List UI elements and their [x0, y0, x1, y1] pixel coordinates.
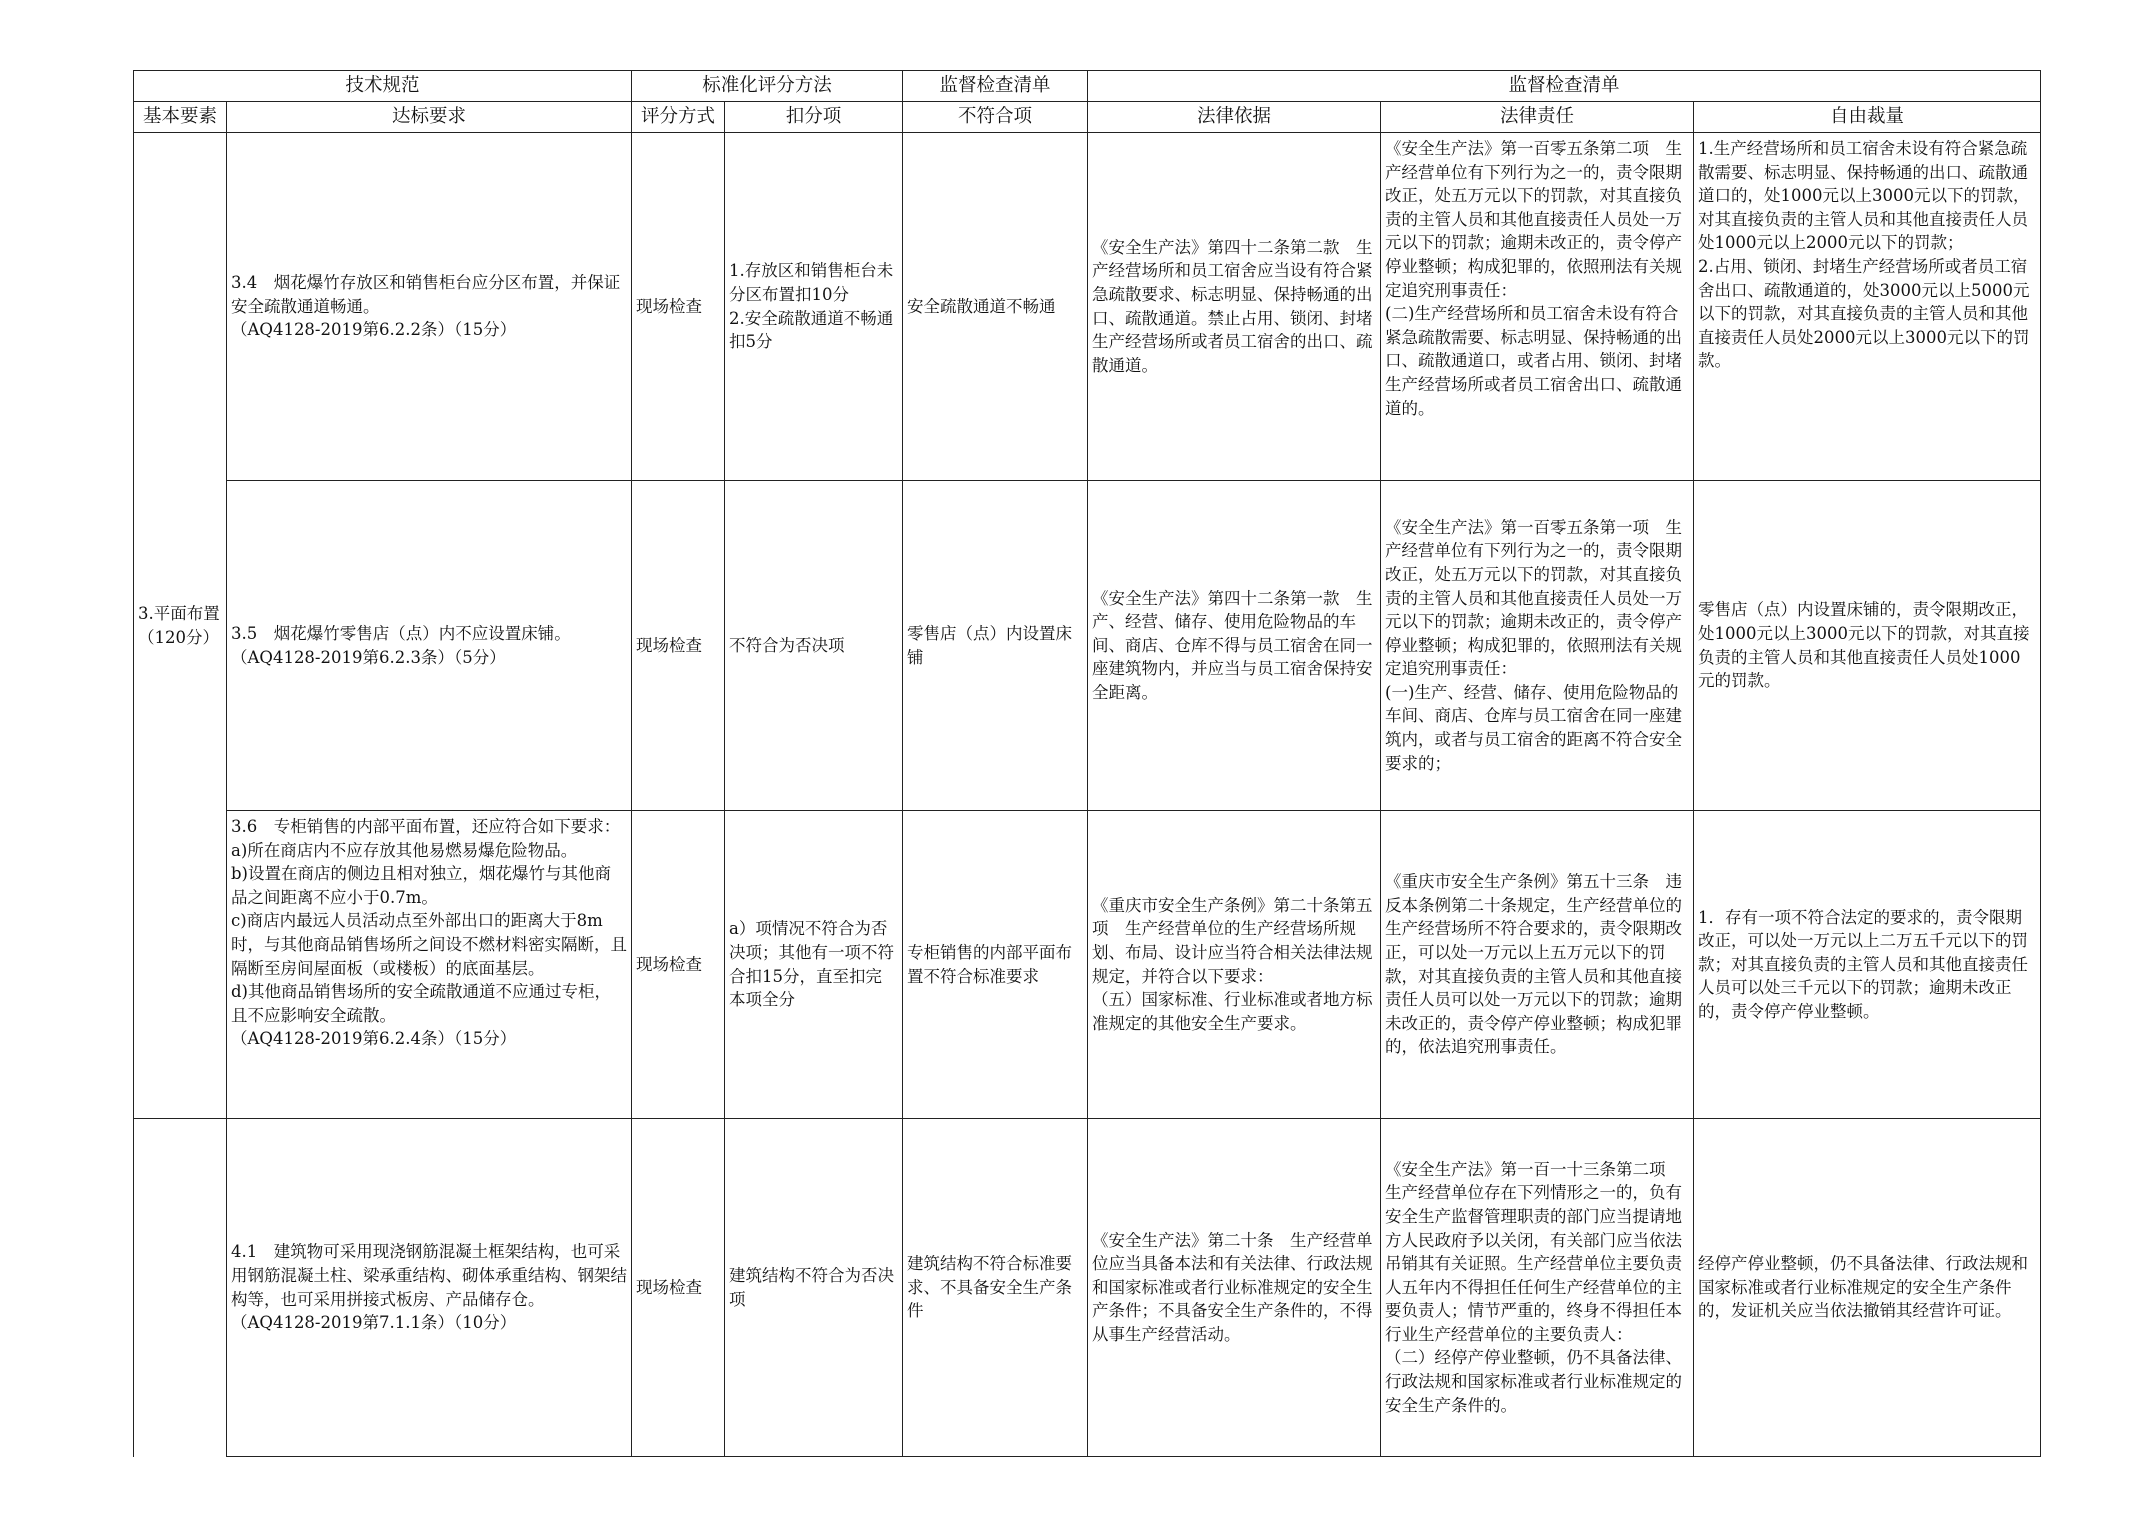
col-legal-basis-header: 法律依据 [1088, 102, 1381, 133]
nonconformity-cell: 建筑结构不符合标准要求、不具备安全生产条件 [903, 1119, 1088, 1457]
section-label-cell: 3.平面布置（120分） [134, 133, 227, 1119]
header-checklist-a: 监督检查清单 [903, 71, 1088, 102]
col-legal-liability-header: 法律责任 [1381, 102, 1694, 133]
deduction-cell: 1.存放区和销售柜台未分区布置扣10分 2.安全疏散通道不畅通扣5分 [725, 133, 903, 481]
method-cell: 现场检查 [632, 1119, 725, 1457]
inspection-table [133, 70, 2041, 1457]
table-row [134, 133, 2041, 481]
col-method-header: 评分方式 [632, 102, 725, 133]
header-tech-spec: 技术规范 [134, 71, 632, 102]
legal-liability-cell: 《安全生产法》第一百零五条第一项 生产经营单位有下列行为之一的，责令限期改正，处五万元以下的罚款，对其直接负责的主管人员和其他直接责任人员处一万元以下的罚款；逾期未改正的，责令停产停业整顿；构成犯罪的，依照刑法有关规定追究刑事责任： (一)生产、经营、储存、使用危险物品的车间、商店、仓库与员工宿舍在同一座建筑内，或者与员工宿舍的距离不符合安全要求的； [1381, 481, 1694, 811]
header-group-row [134, 71, 2041, 102]
discretion-cell: 经停产停业整顿，仍不具备法律、行政法规和国家标准或者行业标准规定的安全生产条件的，发证机关应当依法撤销其经营许可证。 [1694, 1119, 2041, 1457]
col-deduction-header: 扣分项 [725, 102, 903, 133]
legal-liability-cell: 《安全生产法》第一百一十三条第二项 生产经营单位存在下列情形之一的，负有安全生产监督管理职责的部门应当提请地方人民政府予以关闭，有关部门应当依法吊销其有关证照。生产经营单位主要负责人五年内不得担任任何生产经营单位的主要负责人；情节严重的，终身不得担任本行业生产经营单位的主要负责人： （二）经停产停业整顿，仍不具备法律、行政法规和国家标准或者行业标准规定的安全生产条件的。 [1381, 1119, 1694, 1457]
legal-basis-cell: 《安全生产法》第四十二条第一款 生产、经营、储存、使用危险物品的车间、商店、仓库不得与员工宿舍在同一座建筑物内，并应当与员工宿舍保持安全距离。 [1088, 481, 1381, 811]
requirement-cell: 3.5 烟花爆竹零售店（点）内不应设置床铺。 （AQ4128-2019第6.2.3条）（5分） [227, 481, 632, 811]
legal-basis-cell: 《重庆市安全生产条例》第二十条第五项 生产经营单位的生产经营场所规划、布局、设计应当符合相关法律法规规定，并符合以下要求： （五）国家标准、行业标准或者地方标准规定的其他安全生产要求。 [1088, 811, 1381, 1119]
col-requirement-header: 达标要求 [227, 102, 632, 133]
col-element-header: 基本要素 [134, 102, 227, 133]
method-cell: 现场检查 [632, 481, 725, 811]
legal-liability-cell: 《安全生产法》第一百零五条第二项 生产经营单位有下列行为之一的，责令限期改正，处五万元以下的罚款，对其直接负责的主管人员和其他直接责任人员处一万元以下的罚款；逾期未改正的，责令停产停业整顿；构成犯罪的，依照刑法有关规定追究刑事责任： (二)生产经营场所和员工宿舍未设有符合紧急疏散需要、标志明显、保持畅通的出口、疏散通道口，或者占用、锁闭、封堵生产经营场所或者员工宿舍出口、疏散通道的。 [1381, 133, 1694, 481]
discretion-cell: 1.生产经营场所和员工宿舍未设有符合紧急疏散需要、标志明显、保持畅通的出口、疏散通道口的，处1000元以上3000元以下的罚款，对其直接负责的主管人员和其他直接责任人员处1000元以上2000元以下的罚款； 2.占用、锁闭、封堵生产经营场所或者员工宿舍出口、疏散通道的，处3000元以上5000元以下的罚款，对其直接负责的主管人员和其他直接责任人员处2000元以上3000元以下的罚款。 [1694, 133, 2041, 481]
col-nonconformity-header: 不符合项 [903, 102, 1088, 133]
header-column-row [134, 102, 2041, 133]
requirement-cell [227, 811, 632, 1119]
deduction-cell: 建筑结构不符合为否决项 [725, 1119, 903, 1457]
nonconformity-cell: 专柜销售的内部平面布置不符合标准要求 [903, 811, 1088, 1119]
deduction-cell: 不符合为否决项 [725, 481, 903, 811]
nonconformity-cell: 零售店（点）内设置床铺 [903, 481, 1088, 811]
deduction-cell: a）项情况不符合为否决项；其他有一项不符合扣15分，直至扣完本项全分 [725, 811, 903, 1119]
table-row [134, 481, 2041, 811]
nonconformity-cell: 安全疏散通道不畅通 [903, 133, 1088, 481]
requirement-cell: 3.4 烟花爆竹存放区和销售柜台应分区布置，并保证安全疏散通道畅通。 （AQ4128-2019第6.2.2条）（15分） [227, 133, 632, 481]
legal-basis-cell: 《安全生产法》第四十二条第二款 生产经营场所和员工宿舍应当设有符合紧急疏散要求、标志明显、保持畅通的出口、疏散通道。禁止占用、锁闭、封堵生产经营场所或者员工宿舍的出口、疏散通道。 [1088, 133, 1381, 481]
legal-liability-cell: 《重庆市安全生产条例》第五十三条 违反本条例第二十条规定，生产经营单位的生产经营场所不符合要求的，责令限期改正，可以处一万元以上五万元以下的罚款，对其直接负责的主管人员和其他直接责任人员可以处一万元以下的罚款；逾期未改正的，责令停产停业整顿；构成犯罪的，依法追究刑事责任。 [1381, 811, 1694, 1119]
header-scoring-method: 标准化评分方法 [632, 71, 903, 102]
legal-basis-cell: 《安全生产法》第二十条 生产经营单位应当具备本法和有关法律、行政法规和国家标准或者行业标准规定的安全生产条件；不具备安全生产条件的，不得从事生产经营活动。 [1088, 1119, 1381, 1457]
section-label-cell-empty [134, 1119, 227, 1457]
requirement-text: 3.6 专柜销售的内部平面布置，还应符合如下要求： a)所在商店内不应存放其他易燃易爆危险物品。 b)设置在商店的侧边且相对独立，烟花爆竹与其他商品之间距离不应小于0.7m。 c)商店内最远人员活动点至外部出口的距离大于8m时，与其他商品销售场所之间设不燃材料密实隔断，且隔断至房间屋面板（或楼板）的底面基层。 d)其他商品销售场所的安全疏散通道不应通过专柜，且不应影响安全疏散。 （AQ4128-2019第6.2.4条）（15分） [231, 817, 627, 1049]
discretion-cell: 零售店（点）内设置床铺的，责令限期改正，处1000元以上3000元以下的罚款，对其直接负责的主管人员和其他直接责任人员处1000元的罚款。 [1694, 481, 2041, 811]
col-discretion-header: 自由裁量 [1694, 102, 2041, 133]
inspection-table-sheet [133, 70, 2041, 1457]
table-row [134, 1119, 2041, 1457]
requirement-cell: 4.1 建筑物可采用现浇钢筋混凝土框架结构，也可采用钢筋混凝土柱、梁承重结构、砌体承重结构、钢架结构等，也可采用拼接式板房、产品储存仓。 （AQ4128-2019第7.1.1条）（10分） [227, 1119, 632, 1457]
header-checklist-b: 监督检查清单 [1088, 71, 2041, 102]
table-row [134, 811, 2041, 1119]
method-cell: 现场检查 [632, 811, 725, 1119]
discretion-cell: 1．存有一项不符合法定的要求的，责令限期改正，可以处一万元以上二万五千元以下的罚款；对其直接负责的主管人员和其他直接责任人员可以处三千元以下的罚款；逾期未改正的，责令停产停业整顿。 [1694, 811, 2041, 1119]
method-cell: 现场检查 [632, 133, 725, 481]
